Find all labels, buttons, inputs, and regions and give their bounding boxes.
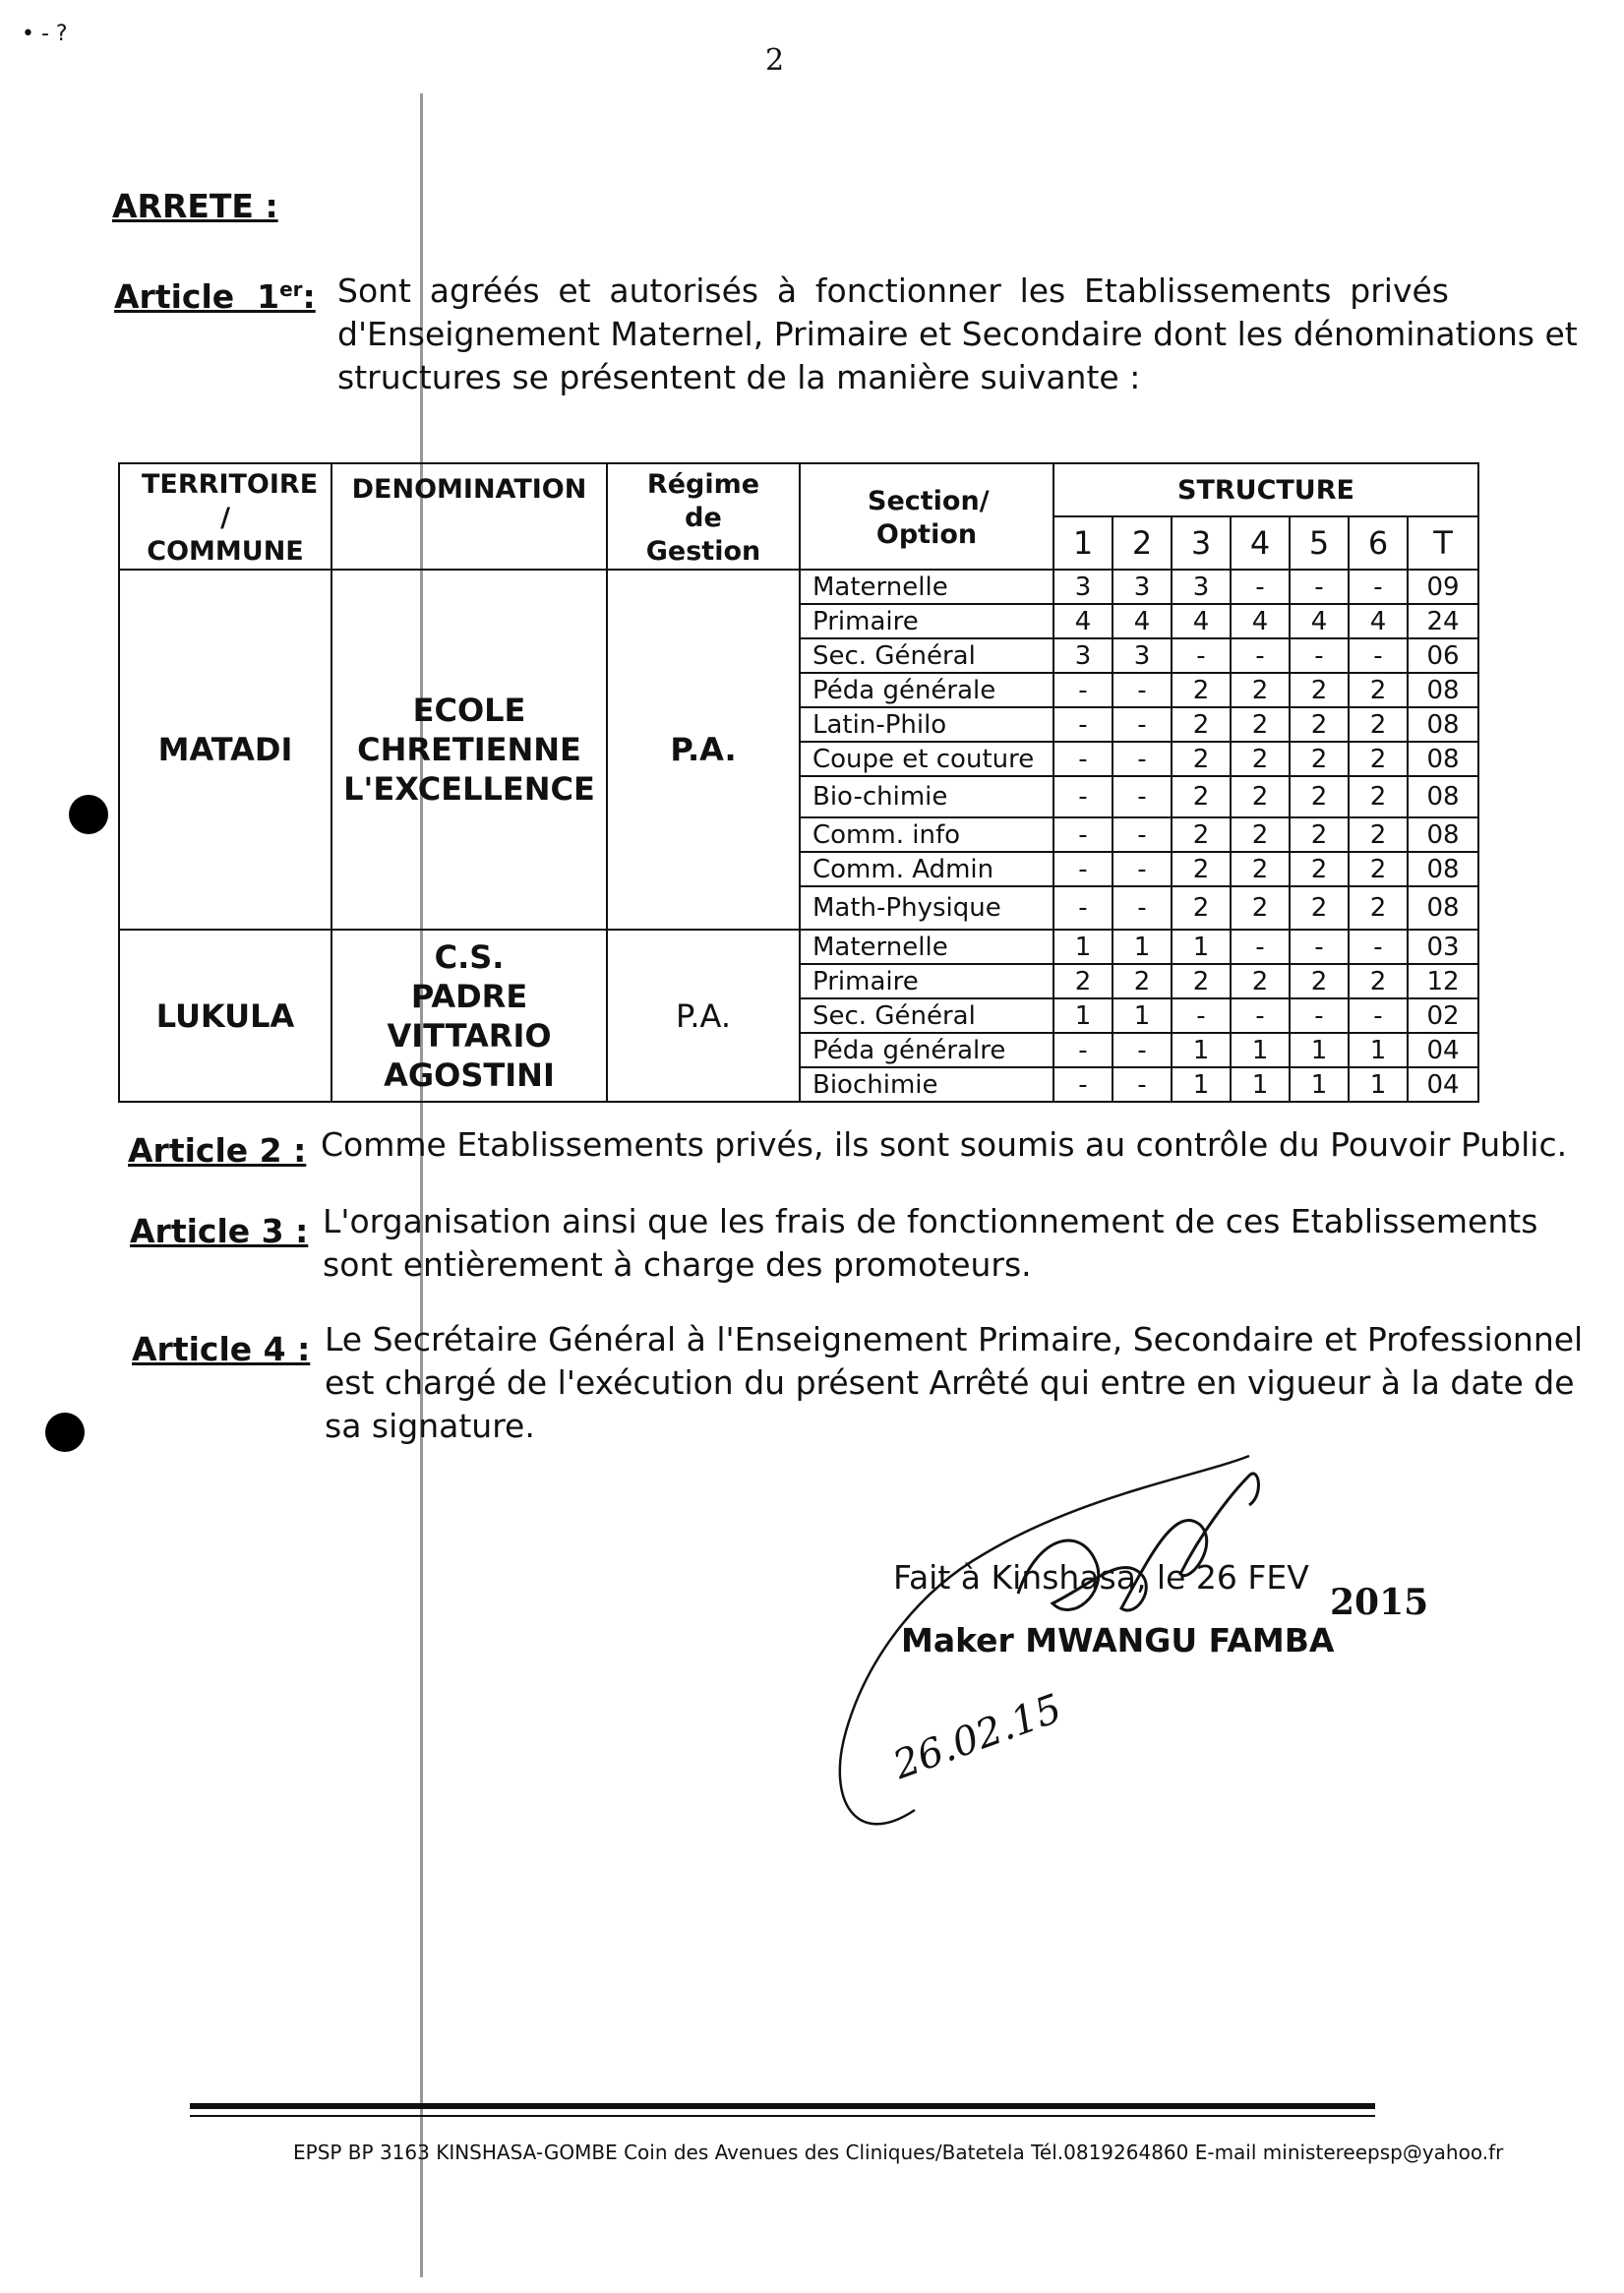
- header-regime: Régime de Gestion: [607, 463, 800, 570]
- article-2-text: Comme Etablissements privés, ils sont soumis au contrôle du Pouvoir Public.: [321, 1125, 1568, 1164]
- footer-address: EPSP BP 3163 KINSHASA-GOMBE Coin des Avenues des Cliniques/Batetela Tél.0819264860 E-mail ministereepsp@yahoo.fr: [293, 2141, 1504, 2164]
- cell-structure-value: -: [1053, 1033, 1113, 1067]
- cell-structure-value: 2: [1172, 817, 1231, 852]
- cell-structure-value: -: [1113, 817, 1172, 852]
- header-col-5: 5: [1290, 516, 1349, 570]
- header-territoire: TERRITOIRE / COMMUNE: [119, 463, 331, 570]
- article-2-label: Article 2 :: [128, 1131, 307, 1170]
- article-3-line-1: L'organisation ainsi que les frais de fonctionnement de ces Etablissements: [323, 1202, 1538, 1240]
- cell-structure-value: 2: [1290, 964, 1349, 998]
- cell-section: Péda généralre: [800, 1033, 1053, 1067]
- cell-structure-value: 2: [1231, 964, 1290, 998]
- cell-structure-value: -: [1231, 638, 1290, 673]
- footer-rule-thin: [190, 2115, 1375, 2117]
- cell-structure-value: 4: [1349, 604, 1408, 638]
- cell-structure-value: 2: [1113, 964, 1172, 998]
- table-row: [119, 570, 1478, 604]
- cell-structure-value: 2: [1231, 886, 1290, 930]
- table-row: [119, 930, 1478, 964]
- cell-total: 08: [1408, 776, 1478, 817]
- header-col-3: 3: [1172, 516, 1231, 570]
- cell-section: Bio-chimie: [800, 776, 1053, 817]
- header-col-6: 6: [1349, 516, 1408, 570]
- cell-structure-value: -: [1290, 638, 1349, 673]
- header-col-total: T: [1408, 516, 1478, 570]
- cell-total: 04: [1408, 1067, 1478, 1102]
- cell-structure-value: 2: [1290, 817, 1349, 852]
- page-number: 2: [765, 43, 785, 78]
- cell-structure-value: 3: [1053, 570, 1113, 604]
- header-col-1: 1: [1053, 516, 1113, 570]
- cell-structure-value: 2: [1172, 707, 1231, 742]
- cell-regime: P.A.: [607, 570, 800, 930]
- cell-structure-value: 2: [1231, 673, 1290, 707]
- cell-structure-value: 2: [1349, 776, 1408, 817]
- cell-structure-value: -: [1349, 638, 1408, 673]
- punch-hole-mark: [45, 1413, 85, 1452]
- cell-structure-value: 1: [1349, 1067, 1408, 1102]
- cell-section: Maternelle: [800, 930, 1053, 964]
- article-3-line-2: sont entièrement à charge des promoteurs.: [323, 1245, 1032, 1284]
- cell-section: Sec. Général: [800, 638, 1053, 673]
- cell-structure-value: 1: [1172, 1033, 1231, 1067]
- cell-structure-value: -: [1231, 998, 1290, 1033]
- cell-total: 09: [1408, 570, 1478, 604]
- cell-section: Math-Physique: [800, 886, 1053, 930]
- cell-structure-value: -: [1349, 930, 1408, 964]
- cell-section: Primaire: [800, 604, 1053, 638]
- cell-structure-value: 2: [1349, 673, 1408, 707]
- cell-structure-value: -: [1053, 852, 1113, 886]
- header-col-4: 4: [1231, 516, 1290, 570]
- cell-structure-value: 4: [1113, 604, 1172, 638]
- signature-year: 2015: [1330, 1582, 1429, 1623]
- cell-structure-value: -: [1290, 570, 1349, 604]
- footer-rule-thick: [190, 2103, 1375, 2109]
- article-1-line-1: Sont agréés et autorisés à fonctionner les Etablissements privés: [337, 272, 1449, 310]
- header-denomination: DENOMINATION: [331, 463, 607, 570]
- cell-structure-value: -: [1113, 852, 1172, 886]
- cell-structure-value: 2: [1349, 742, 1408, 776]
- article-3-label: Article 3 :: [130, 1212, 309, 1250]
- cell-total: 04: [1408, 1033, 1478, 1067]
- cell-structure-value: 2: [1290, 776, 1349, 817]
- cell-structure-value: 4: [1290, 604, 1349, 638]
- cell-structure-value: -: [1113, 742, 1172, 776]
- cell-structure-value: 4: [1172, 604, 1231, 638]
- cell-section: Primaire: [800, 964, 1053, 998]
- cell-structure-value: 2: [1290, 673, 1349, 707]
- cell-structure-value: -: [1053, 707, 1113, 742]
- cell-structure-value: 2: [1349, 964, 1408, 998]
- cell-total: 08: [1408, 742, 1478, 776]
- cell-total: 08: [1408, 817, 1478, 852]
- cell-section: Péda générale: [800, 673, 1053, 707]
- cell-structure-value: 1: [1231, 1033, 1290, 1067]
- cell-structure-value: -: [1113, 1067, 1172, 1102]
- cell-structure-value: 1: [1231, 1067, 1290, 1102]
- cell-territoire: MATADI: [119, 570, 331, 930]
- cell-structure-value: 2: [1290, 707, 1349, 742]
- header-section: Section/ Option: [800, 463, 1053, 570]
- cell-section: Sec. Général: [800, 998, 1053, 1033]
- article-3-text: [323, 1200, 1538, 1287]
- cell-structure-value: 2: [1349, 886, 1408, 930]
- article-1-line-2: d'Enseignement Maternel, Primaire et Secondaire dont les dénominations et: [337, 315, 1578, 353]
- cell-structure-value: 1: [1172, 930, 1231, 964]
- denomination-text: ECOLE CHRETIENNE L'EXCELLENCE: [343, 692, 595, 808]
- cell-structure-value: -: [1113, 1033, 1172, 1067]
- cell-structure-value: 1: [1290, 1033, 1349, 1067]
- cell-structure-value: 2: [1172, 742, 1231, 776]
- cell-structure-value: -: [1290, 930, 1349, 964]
- cell-structure-value: -: [1053, 776, 1113, 817]
- cell-territoire: LUKULA: [119, 930, 331, 1102]
- cell-structure-value: 2: [1290, 742, 1349, 776]
- handwritten-date: 26.02.15: [887, 1685, 1068, 1788]
- cell-total: 12: [1408, 964, 1478, 998]
- fold-line: [420, 93, 423, 2277]
- article-4-label: Article 4 :: [132, 1330, 311, 1368]
- cell-total: 02: [1408, 998, 1478, 1033]
- cell-section: Latin-Philo: [800, 707, 1053, 742]
- cell-structure-value: 2: [1231, 852, 1290, 886]
- cell-structure-value: 2: [1172, 964, 1231, 998]
- cell-structure-value: 2: [1172, 673, 1231, 707]
- cell-structure-value: 2: [1231, 776, 1290, 817]
- cell-structure-value: -: [1053, 886, 1113, 930]
- cell-structure-value: 1: [1053, 998, 1113, 1033]
- cell-structure-value: 3: [1113, 570, 1172, 604]
- structure-table: [118, 462, 1479, 1103]
- cell-structure-value: 2: [1172, 886, 1231, 930]
- cell-structure-value: -: [1290, 998, 1349, 1033]
- cell-section: Comm. Admin: [800, 852, 1053, 886]
- cell-structure-value: 3: [1053, 638, 1113, 673]
- cell-structure-value: 2: [1349, 707, 1408, 742]
- cell-structure-value: 1: [1113, 998, 1172, 1033]
- article-1-line-3: structures se présentent de la manière suivante :: [337, 358, 1141, 396]
- cell-structure-value: -: [1231, 930, 1290, 964]
- cell-total: 08: [1408, 673, 1478, 707]
- cell-section: Biochimie: [800, 1067, 1053, 1102]
- cell-structure-value: 1: [1113, 930, 1172, 964]
- cell-structure-value: 4: [1231, 604, 1290, 638]
- cell-structure-value: 1: [1172, 1067, 1231, 1102]
- cell-structure-value: -: [1231, 570, 1290, 604]
- cell-structure-value: 4: [1053, 604, 1113, 638]
- cell-structure-value: 2: [1172, 852, 1231, 886]
- cell-structure-value: -: [1349, 570, 1408, 604]
- cell-structure-value: 3: [1172, 570, 1231, 604]
- cell-structure-value: -: [1113, 886, 1172, 930]
- cell-structure-value: 2: [1290, 886, 1349, 930]
- article-4-line-2: est chargé de l'exécution du présent Arrêté qui entre en vigueur à la date de: [325, 1363, 1575, 1402]
- cell-denomination: [331, 930, 607, 1102]
- cell-section: Coupe et couture: [800, 742, 1053, 776]
- cell-structure-value: -: [1113, 707, 1172, 742]
- cell-total: 03: [1408, 930, 1478, 964]
- punch-hole-mark: [69, 795, 108, 834]
- cell-structure-value: -: [1053, 673, 1113, 707]
- denomination-text: C.S. PADRE VITTARIO AGOSTINI: [384, 937, 555, 1094]
- cell-structure-value: 2: [1231, 707, 1290, 742]
- cell-total: 06: [1408, 638, 1478, 673]
- cell-structure-value: 2: [1231, 742, 1290, 776]
- cell-total: 08: [1408, 886, 1478, 930]
- cell-section: Comm. info: [800, 817, 1053, 852]
- cell-structure-value: -: [1113, 776, 1172, 817]
- cell-structure-value: 2: [1231, 817, 1290, 852]
- cell-structure-value: -: [1349, 998, 1408, 1033]
- article-1-text: [337, 270, 1578, 399]
- cell-structure-value: 1: [1349, 1033, 1408, 1067]
- cell-structure-value: 2: [1349, 852, 1408, 886]
- place-date: Fait à Kinshasa, le 26 FEV: [893, 1558, 1309, 1597]
- cell-structure-value: -: [1053, 817, 1113, 852]
- cell-structure-value: 2: [1290, 852, 1349, 886]
- article-4-text: [325, 1318, 1584, 1448]
- cell-total: 24: [1408, 604, 1478, 638]
- cell-regime: P.A.: [607, 930, 800, 1102]
- signatory-name: Maker MWANGU FAMBA: [901, 1621, 1335, 1659]
- article-1-label: Article 1er:: [114, 277, 316, 316]
- handwritten-signature: [826, 1436, 1338, 1859]
- cell-structure-value: -: [1172, 998, 1231, 1033]
- cell-structure-value: 1: [1053, 930, 1113, 964]
- cell-structure-value: -: [1053, 1067, 1113, 1102]
- cell-structure-value: -: [1053, 742, 1113, 776]
- cell-structure-value: 2: [1349, 817, 1408, 852]
- corner-marks: • - ?: [22, 22, 68, 46]
- cell-structure-value: -: [1113, 673, 1172, 707]
- header-structure: STRUCTURE: [1053, 463, 1478, 516]
- cell-total: 08: [1408, 852, 1478, 886]
- cell-structure-value: -: [1172, 638, 1231, 673]
- cell-section: Maternelle: [800, 570, 1053, 604]
- cell-structure-value: 3: [1113, 638, 1172, 673]
- cell-structure-value: 2: [1172, 776, 1231, 817]
- header-col-2: 2: [1113, 516, 1172, 570]
- cell-structure-value: 1: [1290, 1067, 1349, 1102]
- cell-structure-value: 2: [1053, 964, 1113, 998]
- cell-total: 08: [1408, 707, 1478, 742]
- article-4-line-3: sa signature.: [325, 1407, 535, 1445]
- arrete-heading: ARRETE :: [112, 187, 278, 225]
- article-4-line-1: Le Secrétaire Général à l'Enseignement Primaire, Secondaire et Professionnel: [325, 1320, 1584, 1358]
- cell-denomination: [331, 570, 607, 930]
